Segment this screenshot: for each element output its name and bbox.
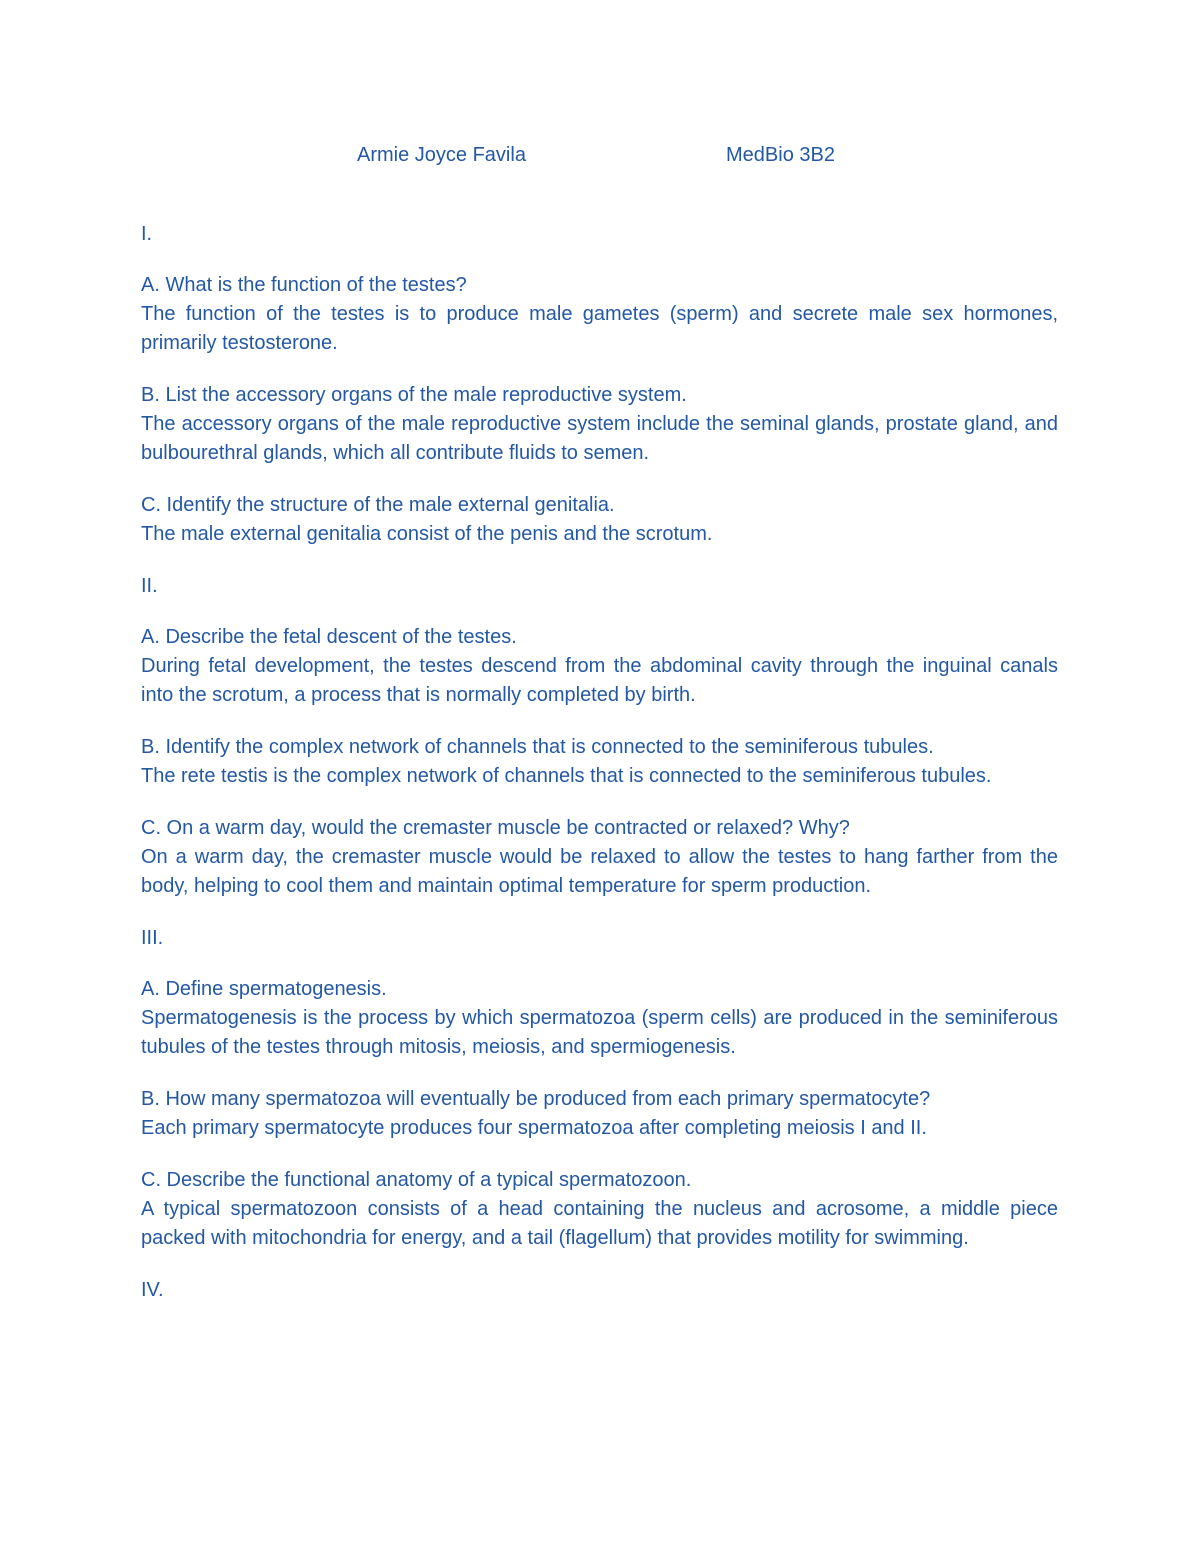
qa-item xyxy=(141,623,1058,710)
question-text: B. How many spermatozoa will eventually be produced from each primary spermatocyte? xyxy=(141,1088,931,1110)
section-label: II. xyxy=(141,575,158,597)
section-2 xyxy=(141,572,1058,901)
answer-text: The rete testis is the complex network of channels that is connected to the seminiferous tubules. xyxy=(141,765,992,787)
question-text: B. Identify the complex network of channels that is connected to the seminiferous tubules. xyxy=(141,736,934,758)
section-3 xyxy=(141,924,1058,1253)
course-code: MedBio 3B2 xyxy=(726,144,835,166)
answer-text: A typical spermatozoon consists of a head containing the nucleus and acrosome, a middle piece packed with mitochondria for energy, and a tail (flagellum) that provides motility for swimming. xyxy=(141,1198,1058,1249)
question-text: A. Define spermatogenesis. xyxy=(141,978,387,1000)
document-body xyxy=(141,220,1058,1327)
qa-item xyxy=(141,271,1058,358)
question-text: A. Describe the fetal descent of the testes. xyxy=(141,626,517,648)
answer-text: During fetal development, the testes descend from the abdominal cavity through the inguinal canals into the scrotum, a process that is normally completed by birth. xyxy=(141,655,1058,706)
question-text: C. Identify the structure of the male external genitalia. xyxy=(141,494,615,516)
qa-item xyxy=(141,975,1058,1062)
section-4 xyxy=(141,1276,1058,1305)
section-label: III. xyxy=(141,927,164,949)
document-header xyxy=(0,140,1200,170)
question-text: B. List the accessory organs of the male reproductive system. xyxy=(141,384,687,406)
qa-item xyxy=(141,1166,1058,1253)
section-label: I. xyxy=(141,223,153,245)
section-label: IV. xyxy=(141,1279,164,1301)
qa-item xyxy=(141,491,1058,549)
answer-text: The function of the testes is to produce male gametes (sperm) and secrete male sex hormones, primarily testosterone. xyxy=(141,303,1058,354)
answer-text: The male external genitalia consist of the penis and the scrotum. xyxy=(141,523,713,545)
qa-item xyxy=(141,814,1058,901)
section-1 xyxy=(141,220,1058,549)
question-text: C. On a warm day, would the cremaster muscle be contracted or relaxed? Why? xyxy=(141,817,850,839)
question-text: A. What is the function of the testes? xyxy=(141,274,467,296)
answer-text: The accessory organs of the male reproductive system include the seminal glands, prostate gland, and bulbourethral glands, which all contribute fluids to semen. xyxy=(141,413,1058,464)
qa-item xyxy=(141,381,1058,468)
student-name: Armie Joyce Favila xyxy=(357,144,526,166)
question-text: C. Describe the functional anatomy of a typical spermatozoon. xyxy=(141,1169,692,1191)
answer-text: Spermatogenesis is the process by which spermatozoa (sperm cells) are produced in the seminiferous tubules of the testes through mitosis, meiosis, and spermiogenesis. xyxy=(141,1007,1058,1058)
qa-item xyxy=(141,1085,1058,1143)
answer-text: On a warm day, the cremaster muscle would be relaxed to allow the testes to hang farther from the body, helping to cool them and maintain optimal temperature for sperm production. xyxy=(141,846,1058,897)
answer-text: Each primary spermatocyte produces four spermatozoa after completing meiosis I and II. xyxy=(141,1117,927,1139)
qa-item xyxy=(141,733,1058,791)
